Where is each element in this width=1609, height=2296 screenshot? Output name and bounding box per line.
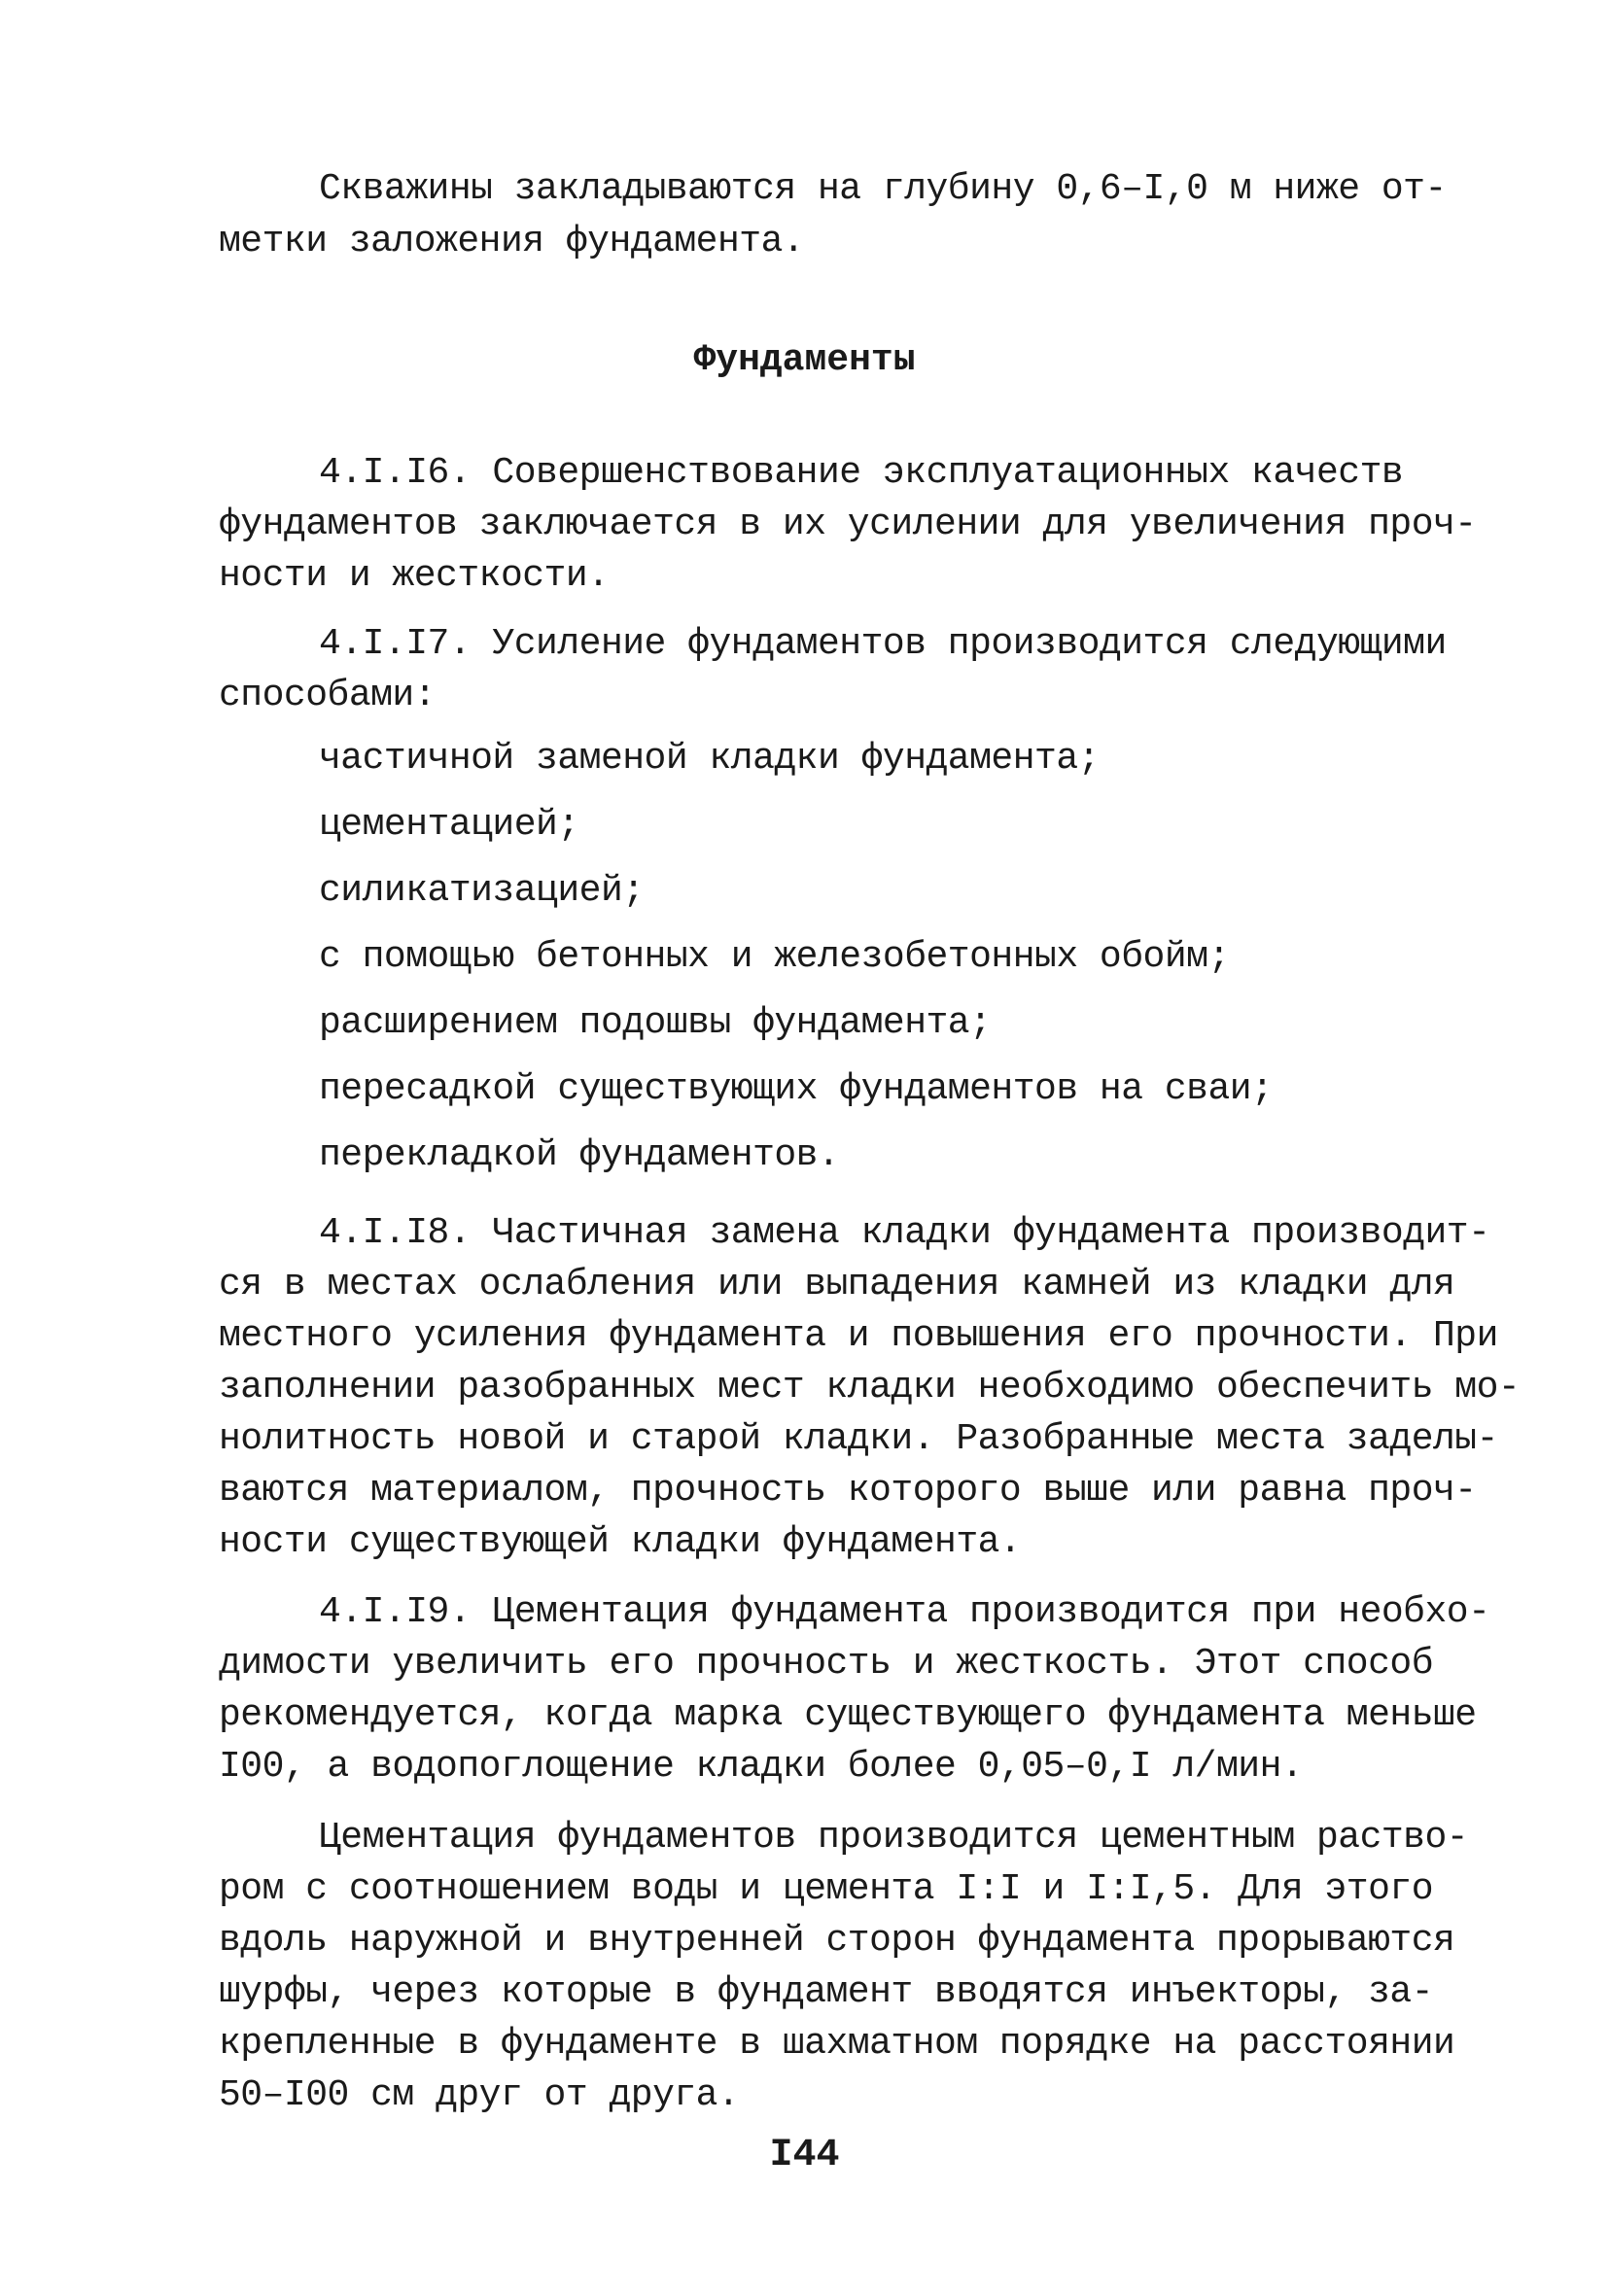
intro-line-2: метки заложения фундамента. xyxy=(219,221,805,262)
paragraph-line: димости увеличить его прочность и жесткость. Этот способ xyxy=(219,1643,1434,1685)
paragraph-line: ся в местах ослабления или выпадения камней из кладки для xyxy=(219,1264,1455,1305)
paragraph-line: ности и жесткости. xyxy=(219,555,610,597)
paragraph-line: ности существующей кладки фундамента. xyxy=(219,1521,1022,1563)
paragraph-line: 4.I.I9. Цементация фундамента производится при необхо- xyxy=(319,1591,1490,1633)
list-item: цементацией; xyxy=(319,804,579,846)
list-item: пересадкой существующих фундаментов на сваи; xyxy=(319,1068,1274,1110)
page-number: I44 xyxy=(769,2134,840,2177)
paragraph-line: способами: xyxy=(219,675,437,716)
paragraph-line: Цементация фундаментов производится цементным раство- xyxy=(319,1817,1469,1859)
section-heading: Фундаменты xyxy=(693,339,916,381)
list-item: расширением подошвы фундамента; xyxy=(319,1002,992,1044)
list-item: силикатизацией; xyxy=(319,870,645,912)
paragraph-line: заполнении разобранных мест кладки необходимо обеспечить мо- xyxy=(219,1367,1521,1409)
paragraph-line: 50–I00 см друг от друга. xyxy=(219,2074,740,2116)
paragraph-line: фундаментов заключается в их усилении для увеличения проч- xyxy=(219,504,1477,545)
paragraph-line: ром с соотношением воды и цемента I:I и I:I,5. Для этого xyxy=(219,1868,1434,1910)
paragraph-line: шурфы, через которые в фундамент вводятся инъекторы, за- xyxy=(219,1971,1434,2013)
paragraph-line: вдоль наружной и внутренней сторон фундамента прорываются xyxy=(219,1920,1455,1962)
list-item: частичной заменой кладки фундамента; xyxy=(319,738,1100,780)
paragraph-line: 4.I.I7. Усиление фундаментов производится следующими xyxy=(319,623,1447,665)
paragraph-line: рекомендуется, когда марка существующего фундамента меньше xyxy=(219,1694,1477,1736)
paragraph-line: крепленные в фундаменте в шахматном порядке на расстоянии xyxy=(219,2023,1455,2065)
paragraph-line: местного усиления фундамента и повышения его прочности. При xyxy=(219,1315,1498,1357)
paragraph-line: нолитность новой и старой кладки. Разобранные места заделы- xyxy=(219,1418,1498,1460)
paragraph-line: 4.I.I6. Совершенствование эксплуатационных качеств xyxy=(319,452,1404,494)
list-item: перекладкой фундаментов. xyxy=(319,1134,840,1176)
list-item: с помощью бетонных и железобетонных обойм; xyxy=(319,936,1230,978)
paragraph-line: ваются материалом, прочность которого выше или равна проч- xyxy=(219,1470,1477,1512)
intro-line-1: Скважины закладываются на глубину 0,6–I,0 м ниже от- xyxy=(319,168,1447,210)
paragraph-line: 4.I.I8. Частичная замена кладки фундамента производит- xyxy=(319,1212,1490,1254)
paragraph-line: I00, а водопоглощение кладки более 0,05–0,I л/мин. xyxy=(219,1746,1304,1788)
